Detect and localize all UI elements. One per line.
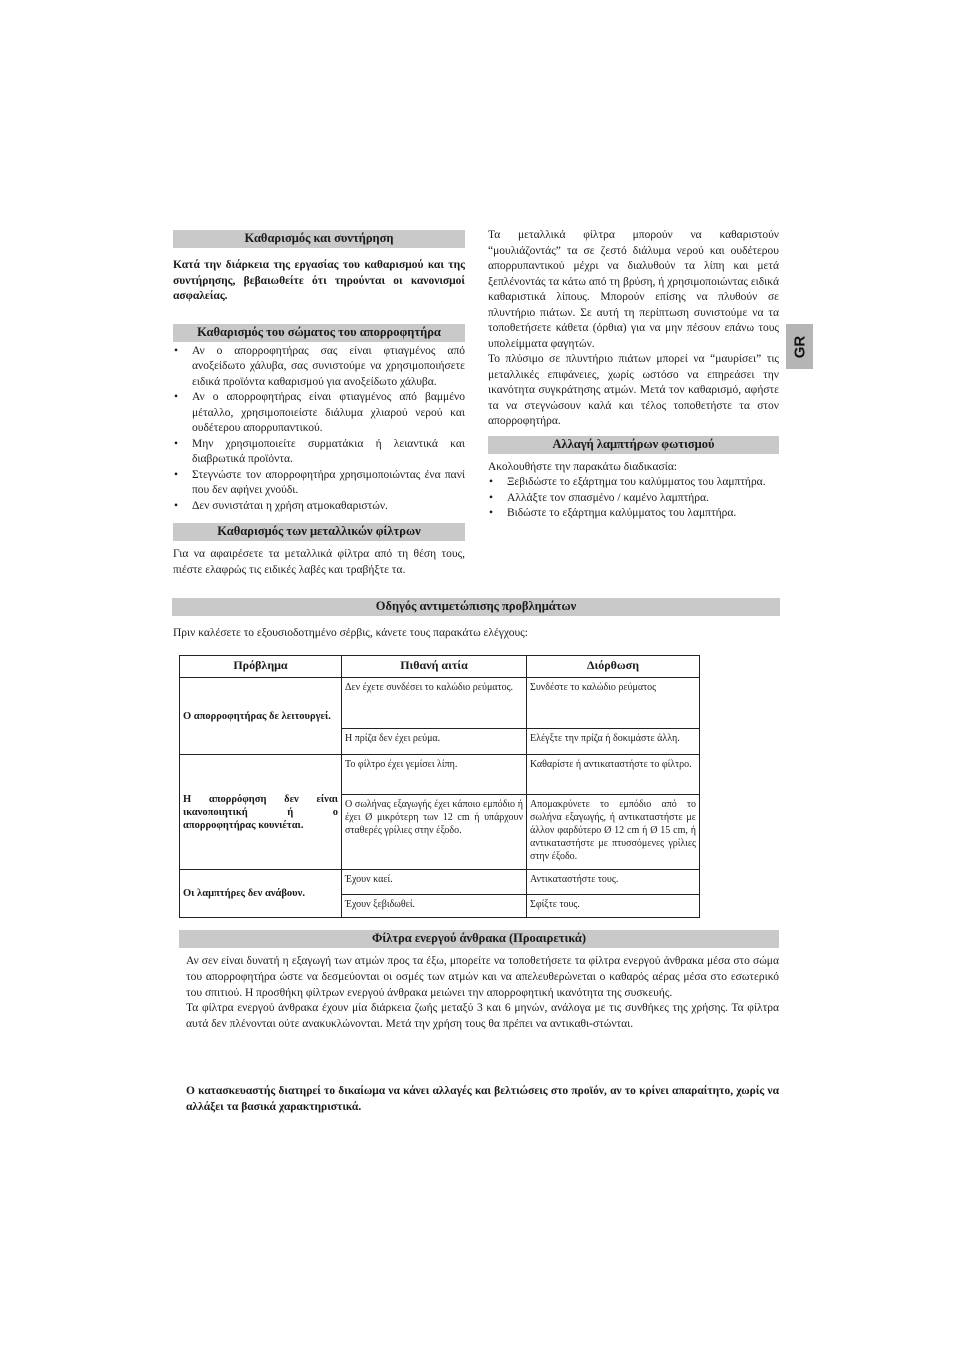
language-tab-label: GR xyxy=(791,335,808,358)
fix-cell: Αντικαταστήστε τους. xyxy=(527,870,700,895)
lamps-intro: Ακολουθήστε την παρακάτω διαδικασία: xyxy=(488,460,678,473)
fix-cell: Σφίξτε τους. xyxy=(527,895,700,918)
section-title-carbon-filters: Φίλτρα ενεργού άνθρακα (Προαιρετικά) xyxy=(179,930,779,948)
cleaning-safety-text: Κατά την διάρκεια της εργασίας του καθαρισμού και της συντήρησης, βεβαιωθείτε ότι τηρούνται οι κανονισμοί ασφαλείας. xyxy=(173,259,465,302)
list-item: • Αν ο απορροφητήρας είναι φτιαγμένος από βαμμένο μέταλλο, χρησιμοποιείστε διάλυμα χλιαρού νερού και ουδέτερου απορρυπαντικού. xyxy=(173,390,465,437)
list-item: • Στεγνώστε τον απορροφητήρα χρησιμοποιώντας ένα πανί που δεν αφήνει χνούδι. xyxy=(173,468,465,499)
troubleshooting-table-wrap xyxy=(179,655,699,918)
fix-cell: Ελέγξτε την πρίζα ή δοκιμάστε άλλη. xyxy=(527,729,700,755)
lamps-list xyxy=(488,475,779,522)
problem-cell: Ο απορροφητήρας δε λειτουργεί. xyxy=(180,678,342,755)
cause-cell: Ο σωλήνας εξαγωγής έχει κάποιο εμπόδιο ή έχει Ø μικρότερη των 12 cm ή υπάρχουν σταθερές γρίλιες στην έξοδο. xyxy=(342,795,527,870)
list-item: • Δεν συνιστάται η χρήση ατμοκαθαριστών. xyxy=(173,499,465,515)
list-item: • Μην χρησιμοποιείτε συρματάκια ή λειαντικά και διαβρωτικά προϊόντα. xyxy=(173,437,465,468)
metal-filters-text: Για να αφαιρέσετε τα μεταλλικά φίλτρα από τη θέση τους, πιέστε ελαφρώς τις ειδικές λαβές και τραβήξτε τα. xyxy=(173,548,465,576)
list-item: • Ξεβιδώστε το εξάρτημα του καλύμματος του λαμπτήρα. xyxy=(488,475,779,491)
table-header-row xyxy=(180,656,700,678)
carbon-filters-text-2: Τα φίλτρα ενεργού άνθρακα έχουν μία διάρκεια ζωής μεταξύ 3 και 6 μηνών, ανάλογα με τις συνθήκες της χρήσης. Τα φίλτρα αυτά δεν πλένονται ούτε ανακυκλώνονται. Μετά την χρήση τους θα πρέπει να αντικαθι-στώνται. xyxy=(186,1002,779,1031)
fix-cell: Καθαρίστε ή αντικαταστήστε το φίλτρο. xyxy=(527,755,700,795)
cause-cell: Δεν έχετε συνδέσει το καλώδιο ρεύματος. xyxy=(342,678,527,729)
body-cleaning-list xyxy=(173,344,465,515)
column-header: Διόρθωση xyxy=(527,656,700,678)
troubleshooting-table xyxy=(179,655,700,918)
cause-cell: Έχουν ξεβιδωθεί. xyxy=(342,895,527,918)
column-header: Πιθανή αιτία xyxy=(342,656,527,678)
dishwasher-text: Το πλύσιμο σε πλυντήριο πιάτων μπορεί να “μαυρίσει” τις μεταλλικές επιφάνειες, χωρίς ωστόσο να επηρεάσει την ικανότητα συγκράτησης ατμών. Μετά τον καθαρισμό, αφήστε τα να στεγνώσουν καλά και τέλος τοποθετήστε τα στον απορροφητήρα. xyxy=(488,353,779,427)
left-column xyxy=(173,230,465,578)
manufacturer-disclaimer: Ο κατασκευαστής διατηρεί το δικαίωμα να κάνει αλλαγές και βελτιώσεις στο προϊόν, αν το κρίνει απαραίτητο, χωρίς να αλλάξει τα βασικά χαρακτηριστικά. xyxy=(186,1085,779,1113)
right-column xyxy=(488,228,779,522)
carbon-filters-body xyxy=(186,954,779,1033)
cause-cell: Έχουν καεί. xyxy=(342,870,527,895)
section-title-metal-filters: Καθαρισμός των μεταλλικών φίλτρων xyxy=(173,523,465,541)
troubleshooting-intro: Πριν καλέσετε το εξουσιοδοτημένο σέρβις, κάνετε τους παρακάτω ελέγχους: xyxy=(173,627,528,639)
section-title-troubleshooting: Οδηγός αντιμετώπισης προβλημάτων xyxy=(172,598,780,616)
problem-cell: Οι λαμπτήρες δεν ανάβουν. xyxy=(180,870,342,918)
metal-filters-wash-text: Τα μεταλλικά φίλτρα μπορούν να καθαριστούν “μουλιάζοντάς” τα σε ζεστό διάλυμα νερού και ουδέτερου απορρυπαντικού μέχρι να διαλυθούν τα λίπη και μετά ξεπλένοντάς τα κάτω από τη βρύση, ή χρησιμοποιώντας ειδικά καθαριστικά λίπους. Μπορούν επίσης να πλυθούν σε πλυντήριο πιάτων. Σε αυτή τη περίπτωση συνιστούμε να τα τοποθετήσετε κάθετα (όρθια) για να μην πέσουν επάνω τους υπολείμματα φαγητών. xyxy=(488,229,779,350)
section-title-lamps: Αλλαγή λαμπτήρων φωτισμού xyxy=(488,436,779,454)
cause-cell: Το φίλτρο έχει γεμίσει λίπη. xyxy=(342,755,527,795)
table-row xyxy=(180,870,700,895)
list-item: • Βιδώστε το εξάρτημα καλύμματος του λαμπτήρα. xyxy=(488,506,779,522)
table-row xyxy=(180,755,700,795)
fix-cell: Απομακρύνετε το εμπόδιο από το σωλήνα εξαγωγής, ή αντικαταστήστε με άλλον φαρδύτερο Ø 12 cm ή Ø 15 cm, ή αντικαταστήστε με πτυσσόμενες γρίλιες στην έξοδο. xyxy=(527,795,700,870)
carbon-filters-text-1: Αν σεν είναι δυνατή η εξαγωγή των ατμών προς τα έξω, μπορείτε να τοποθετήσετε τα φίλτρα ενεργού άνθρακα μέσα στο σώμα του απορροφητήρα ώστε να δεσμεύονται οι οσμές των ατμών και να απελευθερώνεται ο καθαρός αέρας μέσα στο εσωτερικό του σπιτιού. Η προσθήκη φίλτρων ενεργού άνθρακα μειώνει την απορροφητική ικανότητα της συσκευής. xyxy=(186,955,779,999)
list-item: • Αν ο απορροφητήρας σας είναι φτιαγμένος από ανοξείδωτο χάλυβα, σας συνιστούμε να χρησιμοποιήσετε ειδικά προϊόντα καθαρισμού για ανοξείδωτο χάλυβα. xyxy=(173,344,465,391)
table-row xyxy=(180,678,700,729)
problem-cell: Η απορρόφηση δεν είναι ικανοποιητική ή ο απορροφητήρας κουνιέται. xyxy=(180,755,342,870)
language-tab xyxy=(786,324,813,369)
cause-cell: Η πρίζα δεν έχει ρεύμα. xyxy=(342,729,527,755)
fix-cell: Συνδέστε το καλώδιο ρεύματος xyxy=(527,678,700,729)
section-title-cleaning: Καθαρισμός και συντήρηση xyxy=(173,230,465,248)
section-title-body-cleaning: Καθαρισμός του σώματος του απορροφητήρα xyxy=(173,324,465,342)
list-item: • Αλλάξτε τον σπασμένο / καμένο λαμπτήρα. xyxy=(488,491,779,507)
column-header: Πρόβλημα xyxy=(180,656,342,678)
